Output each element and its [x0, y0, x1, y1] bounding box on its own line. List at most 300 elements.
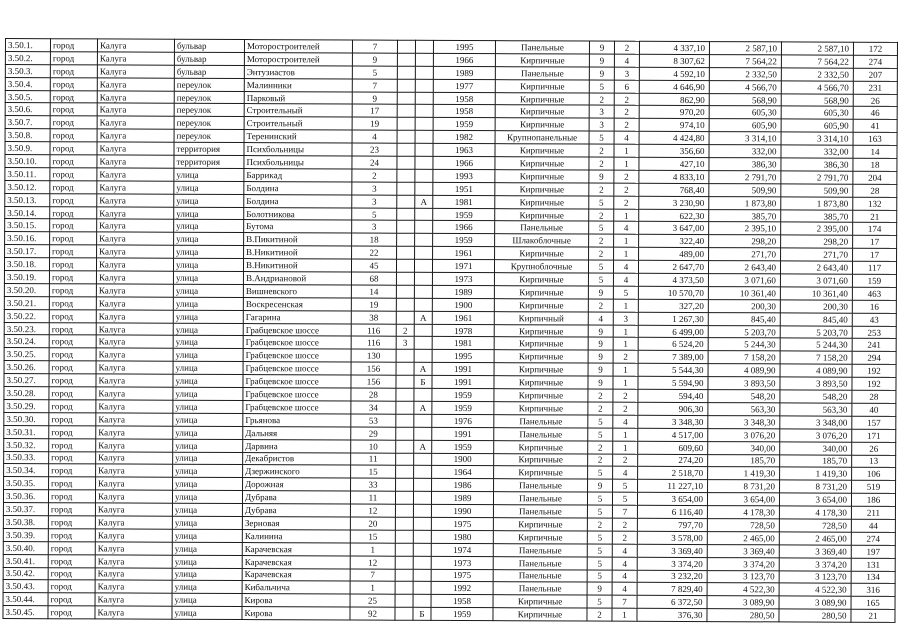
building-number-cell	[396, 259, 414, 272]
house-letter-cell	[414, 272, 432, 285]
row-number-cell: 3.50.44.	[3, 593, 48, 606]
total-area-cell: 622,30	[639, 209, 709, 222]
entrances-cell: 1	[614, 235, 639, 248]
house-letter-cell	[414, 414, 432, 427]
city-name-cell: Калуга	[96, 322, 173, 335]
city-name-cell: Калуга	[96, 400, 173, 413]
year-built-cell: 1951	[433, 182, 495, 195]
wall-material-cell: Крупнопанельные	[495, 131, 589, 144]
entrances-cell: 2	[614, 106, 639, 119]
living-area-cell: 728,50	[707, 519, 779, 532]
street-type-cell: улица	[172, 606, 242, 619]
floors-cell: 5	[588, 428, 613, 441]
residential-area-cell: 3 654,00	[779, 493, 851, 506]
residential-area-cell: 5 244,30	[780, 338, 852, 351]
row-number-cell: 3.50.17.	[5, 245, 50, 258]
residential-area-cell: 548,20	[780, 390, 852, 403]
street-type-cell: улица	[173, 271, 243, 284]
total-area-cell: 376,30	[637, 608, 707, 621]
floors-cell: 9	[588, 338, 613, 351]
residents-cell: 21	[851, 609, 895, 622]
settlement-type-cell: город	[50, 52, 97, 65]
residential-area-cell: 298,20	[781, 235, 853, 248]
floors-cell: 2	[589, 247, 614, 260]
settlement-type-cell: город	[48, 554, 95, 567]
wall-material-cell: Кирпичные	[494, 286, 588, 299]
floors-cell: 5	[587, 492, 612, 505]
total-area-cell: 4 592,10	[639, 67, 709, 80]
street-name-cell: Кибальчича	[242, 581, 350, 594]
street-name-cell: Зерновая	[242, 516, 350, 529]
wall-material-cell: Кирпичные	[494, 440, 588, 453]
residential-area-cell: 3 374,20	[779, 558, 851, 571]
house-letter-cell	[415, 156, 433, 169]
residential-area-cell: 3 071,60	[780, 274, 852, 287]
row-number-cell: 3.50.41.	[3, 554, 48, 567]
building-number-cell	[397, 105, 415, 118]
year-built-cell: 1991	[432, 376, 494, 389]
residential-area-cell: 200,30	[780, 300, 852, 313]
year-built-cell: 1959	[432, 440, 494, 453]
building-number-cell	[395, 530, 413, 543]
entrances-cell: 1	[613, 376, 638, 389]
living-area-cell: 3 076,20	[708, 428, 780, 441]
residential-area-cell: 7 564,22	[781, 55, 853, 68]
residential-area-cell: 185,70	[780, 454, 852, 467]
street-name-cell: Малинники	[244, 78, 352, 91]
street-type-cell: улица	[173, 297, 243, 310]
row-number-cell: 3.50.30.	[4, 412, 49, 425]
city-name-cell: Калуга	[96, 426, 173, 439]
street-type-cell: улица	[172, 581, 242, 594]
residents-cell: 197	[851, 545, 895, 558]
building-number-cell	[397, 234, 415, 247]
street-name-cell: Строительный	[244, 104, 352, 117]
row-number-cell: 3.50.1.	[5, 39, 50, 52]
residential-area-cell: 332,00	[781, 145, 853, 158]
street-name-cell: В.Андриановой	[243, 272, 351, 285]
total-area-cell: 3 647,00	[639, 222, 709, 235]
row-number-cell: 3.50.6.	[5, 103, 50, 116]
street-type-cell: улица	[173, 387, 243, 400]
total-area-cell: 6 499,00	[638, 325, 708, 338]
entrances-cell: 4	[612, 583, 637, 596]
street-name-cell: Карачевская	[242, 568, 350, 581]
building-number-cell: 2	[396, 324, 414, 337]
street-type-cell: улица	[172, 594, 242, 607]
year-built-cell: 1991	[432, 363, 494, 376]
living-area-cell: 2 643,40	[708, 261, 780, 274]
year-built-cell: 1973	[432, 272, 494, 285]
house-letter-cell	[414, 324, 432, 337]
city-name-cell: Калуга	[97, 90, 174, 103]
floors-cell: 5	[587, 505, 612, 518]
living-area-cell: 332,00	[709, 145, 781, 158]
wall-material-cell: Панельные	[493, 556, 587, 569]
city-name-cell: Калуга	[96, 439, 173, 452]
residential-area-cell: 4 522,30	[779, 583, 851, 596]
house-number-cell: 2	[352, 169, 397, 182]
living-area-cell: 7 158,20	[708, 351, 780, 364]
building-number-cell	[397, 118, 415, 131]
total-area-cell: 327,20	[638, 299, 708, 312]
residents-cell: 174	[853, 223, 897, 236]
entrances-cell: 2	[613, 454, 638, 467]
settlement-type-cell: город	[48, 529, 95, 542]
living-area-cell: 4 089,90	[708, 364, 780, 377]
total-area-cell: 6 372,50	[637, 596, 707, 609]
entrances-cell: 1	[613, 428, 638, 441]
building-number-cell	[397, 40, 415, 53]
living-area-cell: 2 587,10	[709, 42, 781, 55]
year-built-cell: 1966	[433, 156, 495, 169]
street-type-cell: переулок	[174, 117, 244, 130]
house-number-cell: 7	[350, 569, 395, 582]
total-area-cell: 4 646,90	[639, 80, 709, 93]
house-number-cell: 10	[351, 440, 396, 453]
living-area-cell: 605,90	[709, 119, 781, 132]
street-name-cell: Бутома	[244, 220, 352, 233]
residents-cell: 17	[853, 236, 897, 249]
residents-cell: 274	[853, 55, 897, 68]
row-number-cell: 3.50.31.	[4, 425, 49, 438]
living-area-cell: 3 374,20	[707, 557, 779, 570]
wall-material-cell: Кирпичные	[495, 144, 589, 157]
building-number-cell	[396, 427, 414, 440]
street-type-cell: улица	[173, 349, 243, 362]
year-built-cell: 1995	[432, 350, 494, 363]
settlement-type-cell: город	[49, 361, 96, 374]
entrances-cell: 2	[613, 389, 638, 402]
wall-material-cell: Панельные	[493, 582, 587, 595]
house-number-cell: 25	[350, 594, 395, 607]
residential-area-cell: 10 361,40	[780, 287, 852, 300]
wall-material-cell: Панельные	[495, 41, 589, 54]
row-number-cell: 3.50.33.	[4, 451, 49, 464]
building-number-cell	[397, 79, 415, 92]
year-built-cell: 1900	[432, 453, 494, 466]
house-letter-cell	[414, 466, 432, 479]
wall-material-cell: Кирпичные	[494, 273, 588, 286]
row-number-cell: 3.50.37.	[3, 503, 48, 516]
settlement-type-cell: город	[50, 155, 97, 168]
living-area-cell: 280,50	[707, 609, 779, 622]
entrances-cell: 5	[613, 286, 638, 299]
row-number-cell: 3.50.19.	[4, 271, 49, 284]
settlement-type-cell: город	[48, 541, 95, 554]
year-built-cell: 1982	[433, 131, 495, 144]
table-body	[3, 39, 898, 623]
living-area-cell: 1 873,80	[709, 196, 781, 209]
building-number-cell	[397, 221, 415, 234]
year-built-cell: 1900	[432, 298, 494, 311]
house-letter-cell	[414, 337, 432, 350]
year-built-cell: 1991	[432, 427, 494, 440]
row-number-cell: 3.50.13.	[5, 193, 50, 206]
house-number-cell: 15	[351, 465, 396, 478]
building-number-cell	[397, 195, 415, 208]
wall-material-cell: Кирпичный	[494, 311, 588, 324]
house-letter-cell	[415, 169, 433, 182]
living-area-cell: 5 244,30	[708, 338, 780, 351]
residents-cell: 211	[851, 506, 895, 519]
street-type-cell: улица	[173, 258, 243, 271]
total-area-cell: 3 369,40	[637, 544, 707, 557]
residential-area-cell: 340,00	[780, 441, 852, 454]
wall-material-cell: Кирпичные	[495, 105, 589, 118]
street-type-cell: улица	[173, 413, 243, 426]
row-number-cell: 3.50.25.	[4, 348, 49, 361]
residential-area-cell: 3 314,10	[781, 132, 853, 145]
city-name-cell: Калуга	[96, 413, 173, 426]
city-name-cell: Калуга	[97, 129, 174, 142]
city-name-cell: Калуга	[96, 374, 173, 387]
floors-cell: 9	[589, 170, 614, 183]
settlement-type-cell: город	[49, 374, 96, 387]
table-row	[3, 606, 895, 623]
house-number-cell: 14	[351, 285, 396, 298]
city-name-cell: Калуга	[97, 103, 174, 116]
residents-cell: 21	[853, 210, 897, 223]
wall-material-cell: Кирпичные	[495, 208, 589, 221]
wall-material-cell: Кирпичные	[494, 453, 588, 466]
street-type-cell: переулок	[174, 91, 244, 104]
street-type-cell: улица	[174, 168, 244, 181]
building-number-cell	[396, 466, 414, 479]
living-area-cell: 3 893,50	[708, 377, 780, 390]
building-number-cell	[397, 156, 415, 169]
house-number-cell: 11	[350, 491, 395, 504]
house-number-cell: 22	[352, 246, 397, 259]
floors-cell: 2	[589, 234, 614, 247]
street-type-cell: переулок	[174, 78, 244, 91]
year-built-cell: 1992	[431, 582, 493, 595]
entrances-cell: 4	[614, 222, 639, 235]
wall-material-cell: Кирпичные	[493, 608, 587, 621]
floors-cell: 5	[588, 415, 613, 428]
year-built-cell: 1966	[433, 53, 495, 66]
city-name-cell: Калуга	[96, 451, 173, 464]
street-name-cell: В.Пикитиной	[244, 233, 352, 246]
residents-cell: 274	[851, 532, 895, 545]
settlement-type-cell: город	[50, 168, 97, 181]
floors-cell: 9	[589, 67, 614, 80]
street-type-cell: территория	[174, 142, 244, 155]
row-number-cell: 3.50.36.	[3, 490, 48, 503]
house-number-cell: 45	[351, 259, 396, 272]
city-name-cell: Калуга	[96, 258, 173, 271]
floors-cell: 5	[587, 557, 612, 570]
city-name-cell: Калуга	[95, 606, 172, 619]
wall-material-cell: Панельные	[494, 427, 588, 440]
living-area-cell: 568,90	[709, 93, 781, 106]
house-number-cell: 5	[352, 66, 397, 79]
floors-cell: 2	[588, 299, 613, 312]
residents-cell: 192	[852, 377, 896, 390]
total-area-cell: 7 389,00	[638, 351, 708, 364]
house-number-cell: 38	[351, 311, 396, 324]
residential-area-cell: 568,90	[781, 93, 853, 106]
floors-cell: 2	[587, 608, 612, 621]
city-name-cell: Калуга	[97, 65, 174, 78]
street-type-cell: улица	[173, 310, 243, 323]
year-built-cell: 1980	[431, 530, 493, 543]
house-letter-cell	[415, 118, 433, 131]
house-number-cell: 33	[351, 478, 396, 491]
settlement-type-cell: город	[49, 258, 96, 271]
floors-cell: 9	[588, 286, 613, 299]
house-number-cell: 29	[351, 427, 396, 440]
settlement-type-cell: город	[50, 64, 97, 77]
city-name-cell: Калуга	[96, 271, 173, 284]
entrances-cell: 4	[612, 557, 637, 570]
house-letter-cell	[414, 479, 432, 492]
living-area-cell: 10 361,40	[708, 286, 780, 299]
entrances-cell: 2	[614, 183, 639, 196]
building-number-cell	[395, 504, 413, 517]
settlement-type-cell: город	[50, 129, 97, 142]
street-type-cell: бульвар	[174, 65, 244, 78]
year-built-cell: 1981	[432, 337, 494, 350]
settlement-type-cell: город	[49, 297, 96, 310]
year-built-cell: 1966	[433, 221, 495, 234]
settlement-type-cell: город	[50, 219, 97, 232]
settlement-type-cell: город	[48, 567, 95, 580]
row-number-cell: 3.50.9.	[5, 142, 50, 155]
settlement-type-cell: город	[49, 400, 96, 413]
wall-material-cell: Панельные	[493, 492, 587, 505]
house-letter-cell	[413, 504, 431, 517]
house-letter-cell: А	[415, 195, 433, 208]
floors-cell: 5	[587, 570, 612, 583]
street-name-cell: Теренинский	[244, 130, 352, 143]
street-type-cell: улица	[173, 465, 243, 478]
residential-area-cell: 4 566,70	[781, 81, 853, 94]
living-area-cell: 4 522,30	[707, 583, 779, 596]
entrances-cell: 1	[614, 157, 639, 170]
building-number-cell	[396, 350, 414, 363]
street-name-cell: Моторостроителей	[244, 52, 352, 65]
house-number-cell: 116	[351, 324, 396, 337]
street-name-cell: Дубрава	[242, 491, 350, 504]
entrances-cell: 2	[614, 119, 639, 132]
year-built-cell: 1958	[431, 595, 493, 608]
year-built-cell: 1958	[433, 105, 495, 118]
settlement-type-cell: город	[48, 503, 95, 516]
house-letter-cell	[415, 66, 433, 79]
row-number-cell: 3.50.29.	[4, 399, 49, 412]
residential-area-cell: 3 123,70	[779, 570, 851, 583]
entrances-cell: 3	[613, 312, 638, 325]
city-name-cell: Калуга	[96, 464, 173, 477]
settlement-type-cell: город	[50, 116, 97, 129]
residents-cell: 159	[852, 274, 896, 287]
living-area-cell: 5 203,70	[708, 325, 780, 338]
street-name-cell: Гагарина	[243, 310, 351, 323]
street-name-cell: Воскресенская	[243, 297, 351, 310]
year-built-cell: 1975	[431, 569, 493, 582]
street-type-cell: улица	[172, 503, 242, 516]
settlement-type-cell: город	[48, 580, 95, 593]
entrances-cell: 4	[614, 54, 639, 67]
wall-material-cell: Кирпичные	[494, 466, 588, 479]
house-number-cell: 1	[350, 581, 395, 594]
row-number-cell: 3.50.18.	[4, 258, 49, 271]
city-name-cell: Калуга	[95, 529, 172, 542]
wall-material-cell: Крупноблочные	[494, 260, 588, 273]
house-number-cell: 68	[351, 272, 396, 285]
building-number-cell	[395, 556, 413, 569]
row-number-cell: 3.50.15.	[5, 219, 50, 232]
total-area-cell: 6 524,20	[638, 338, 708, 351]
total-area-cell: 5 594,90	[638, 376, 708, 389]
street-name-cell: Дорожная	[243, 478, 351, 491]
entrances-cell: 2	[612, 531, 637, 544]
living-area-cell: 3 089,90	[707, 596, 779, 609]
city-name-cell: Калуга	[97, 155, 174, 168]
floors-cell: 5	[589, 196, 614, 209]
entrances-cell: 1	[613, 441, 638, 454]
living-area-cell: 271,70	[709, 248, 781, 261]
row-number-cell: 3.50.45.	[3, 606, 48, 619]
city-name-cell: Калуга	[95, 490, 172, 503]
row-number-cell: 3.50.21.	[4, 296, 49, 309]
house-letter-cell	[414, 298, 432, 311]
residential-area-cell: 3 076,20	[780, 429, 852, 442]
wall-material-cell: Кирпичные	[493, 518, 587, 531]
floors-cell: 9	[588, 363, 613, 376]
settlement-type-cell: город	[49, 464, 96, 477]
residents-cell: 172	[853, 42, 897, 55]
city-name-cell: Калуга	[95, 580, 172, 593]
residential-area-cell: 2 643,40	[780, 261, 852, 274]
floors-cell: 2	[587, 518, 612, 531]
street-type-cell: улица	[173, 374, 243, 387]
settlement-type-cell: город	[49, 322, 96, 335]
wall-material-cell: Кирпичные	[494, 363, 588, 376]
floors-cell: 2	[589, 183, 614, 196]
city-name-cell: Калуга	[97, 78, 174, 91]
entrances-cell: 2	[614, 41, 639, 54]
row-number-cell: 3.50.40.	[3, 541, 48, 554]
year-built-cell: 1958	[433, 92, 495, 105]
wall-material-cell: Панельные	[495, 66, 589, 79]
settlement-type-cell: город	[50, 39, 97, 52]
city-name-cell: Калуга	[97, 116, 174, 129]
house-letter-cell	[415, 53, 433, 66]
house-number-cell: 19	[351, 298, 396, 311]
street-name-cell: Парковый	[244, 91, 352, 104]
living-area-cell: 298,20	[709, 235, 781, 248]
living-area-cell: 3 654,00	[707, 493, 779, 506]
row-number-cell: 3.50.42.	[3, 567, 48, 580]
floors-cell: 9	[589, 54, 614, 67]
street-type-cell: переулок	[174, 129, 244, 142]
wall-material-cell: Кирпичные	[495, 79, 589, 92]
floors-cell: 5	[589, 222, 614, 235]
year-built-cell: 1961	[432, 311, 494, 324]
residents-cell: 165	[851, 596, 895, 609]
wall-material-cell: Кирпичные	[494, 337, 588, 350]
entrances-cell: 2	[614, 196, 639, 209]
year-built-cell: 1976	[432, 414, 494, 427]
residential-area-cell: 2 332,50	[781, 68, 853, 81]
building-number-cell	[395, 543, 413, 556]
street-name-cell: Карачевская	[242, 555, 350, 568]
building-number-cell	[396, 414, 414, 427]
settlement-type-cell: город	[50, 193, 97, 206]
house-number-cell: 20	[350, 517, 395, 530]
